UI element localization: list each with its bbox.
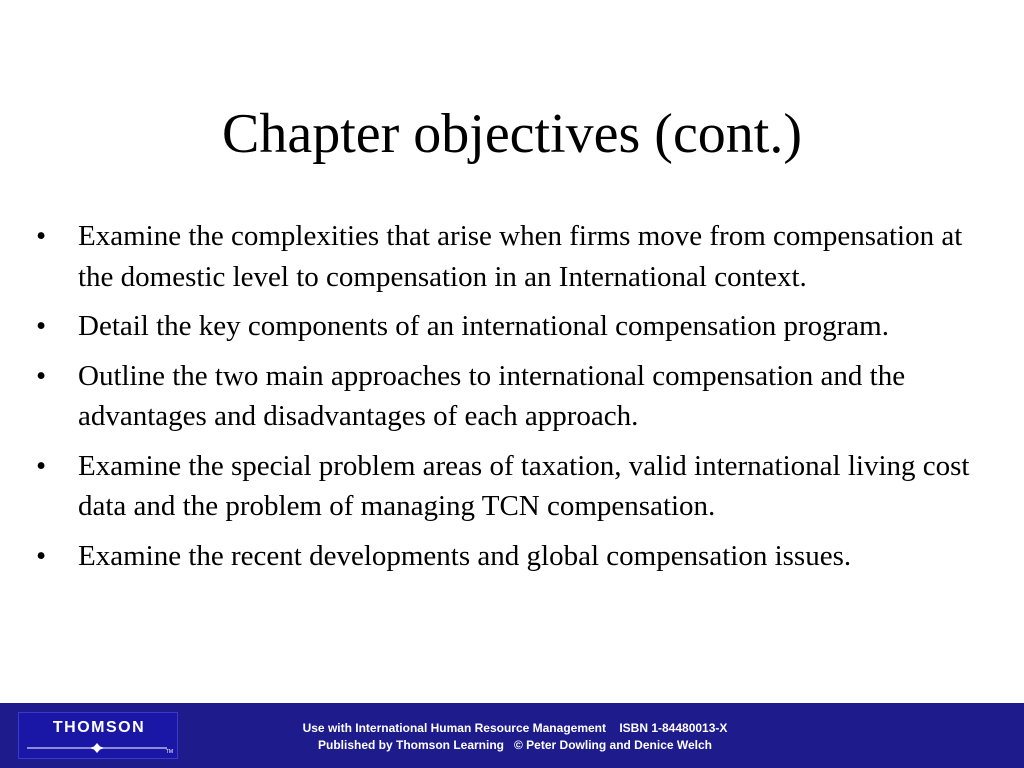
bullet-text: Outline the two main approaches to international compensation and the advantages and disadvantages of each approach. bbox=[78, 359, 906, 432]
bullet-text: Examine the recent developments and global compensation issues. bbox=[78, 539, 852, 572]
thomson-logo bbox=[18, 712, 178, 759]
footer-line-2: Published by Thomson Learning © Peter Dowling and Denice Welch bbox=[317, 738, 712, 752]
bullet-marker: • bbox=[36, 359, 47, 392]
bullet-list bbox=[36, 216, 996, 585]
bullet-text: Examine the complexities that arise when firms move from compensation at the domestic level to compensation in an International context. bbox=[78, 220, 963, 293]
slide-title: Chapter objectives (cont.) bbox=[221, 103, 802, 165]
bullet-item bbox=[36, 356, 996, 437]
bullet-marker: • bbox=[36, 449, 47, 482]
bullet-item bbox=[36, 306, 996, 347]
footer-line-1: Use with International Human Resource Management ISBN 1-84480013-X bbox=[302, 721, 728, 735]
star-icon bbox=[27, 743, 167, 753]
bullet-item bbox=[36, 536, 996, 577]
bullet-marker: • bbox=[36, 220, 47, 252]
bullet-marker: • bbox=[36, 539, 47, 572]
footer-credits bbox=[200, 720, 830, 754]
bullet-item bbox=[36, 446, 996, 527]
trademark-label: TM bbox=[165, 749, 173, 755]
bullet-item bbox=[36, 216, 996, 297]
logo-wordmark: THOMSON bbox=[52, 719, 146, 736]
bullet-marker: • bbox=[36, 310, 47, 342]
bullet-text: Examine the special problem areas of taxation, valid international living cost data and the problem of managing TCN compensation. bbox=[78, 449, 970, 522]
footer-bar bbox=[0, 703, 1024, 768]
bullet-text: Detail the key components of an international compensation program. bbox=[78, 310, 889, 342]
